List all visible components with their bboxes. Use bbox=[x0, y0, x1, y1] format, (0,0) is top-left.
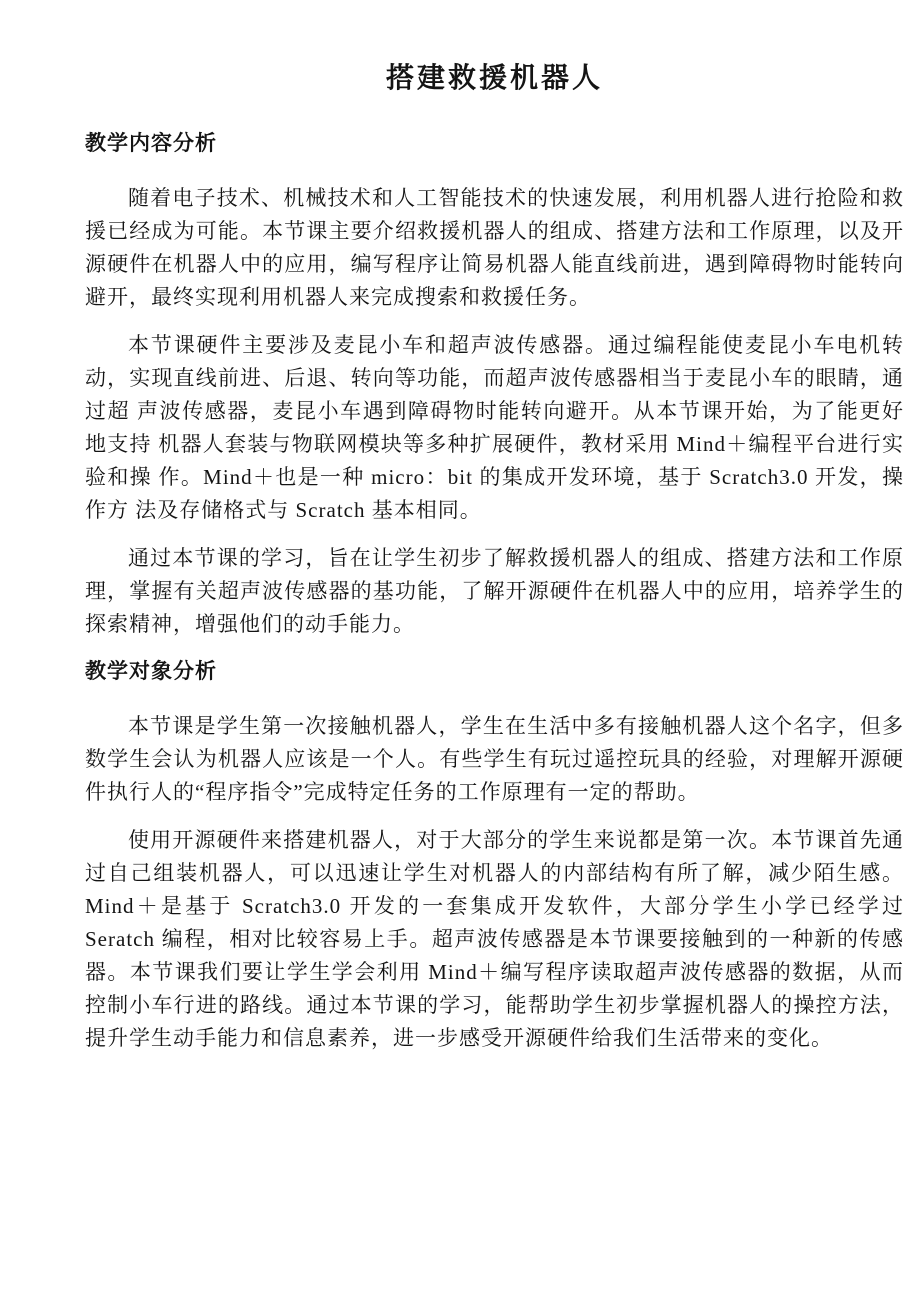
paragraph-content-goals: 通过本节课的学习，旨在让学生初步了解救援机器人的组成、搭建方法和工作原理，掌握有关超声波传感器的基功能，了解开源硬件在机器人中的应用，培养学生的探索精神，增强他们的动手能力。 bbox=[85, 546, 904, 636]
paragraph-audience-experience: 使用开源硬件来搭建机器人，对于大部分的学生来说都是第一次。本节课首先通过自己组装机器人，可以迅速让学生对机器人的内部结构有所了解，减少陌生感。 Mind＋是基于 Scratch3.0 开发的一套集成开发软件，大部分学生小学已经学过 Seratch 编程，相对比较容易上手。超声波传感器是本节课要接触到的一种新的传感 器。本节课我们要让学生学会利用 Mind＋编写程序读取超声波传感器的数据，从而 控制小车行进的路线。通过本节课的学习，能帮助学生初步掌握机器人的操控方法， 提升学生动手能力和信息素养，进一步感受开源硬件给我们生活带来的变化。 bbox=[85, 828, 904, 1050]
paragraph-audience-background: 本节课是学生第一次接触机器人，学生在生活中多有接触机器人这个名字，但多数学生会认为机器人应该是一个人。有些学生有玩过遥控玩具的经验，对理解开源硬件执行人的“程序指令”完成特定任务的工作原理有一定的帮助。 bbox=[85, 714, 904, 804]
paragraph-content-hardware: 本节课硬件主要涉及麦昆小车和超声波传感器。通过编程能使麦昆小车电机转动，实现直线前进、后退、转向等功能，而超声波传感器相当于麦昆小车的眼睛，通过超 声波传感器，麦昆小车遇到障碍物时能转向避开。从本节课开始，为了能更好地支持 机器人套装与物联网模块等多种扩展硬件，教材采用 Mind＋编程平台进行实验和操 作。Mind＋也是一种 micro：bit 的集成开发环境，基于 Scratch3.0 开发，操作方 法及存储格式与 Scratch 基本相同。 bbox=[85, 333, 904, 522]
section-heading-teaching-content-analysis: 教学内容分析 bbox=[85, 132, 217, 155]
section-teaching-content-analysis bbox=[85, 131, 904, 641]
section-teaching-audience-analysis bbox=[85, 659, 904, 1055]
section-heading-teaching-audience-analysis: 教学对象分析 bbox=[85, 660, 217, 683]
document-title: 搭建救援机器人 bbox=[385, 62, 603, 93]
paragraph-content-intro: 随着电子技术、机械技术和人工智能技术的快速发展，利用机器人进行抢险和救援已经成为可能。本节课主要介绍救援机器人的组成、搭建方法和工作原理，以及开源硬件在机器人中的应用，编写程序让简易机器人能直线前进，遇到障碍物时能转向避开，最终实现利用机器人来完成搜索和救援任务。 bbox=[85, 186, 904, 309]
